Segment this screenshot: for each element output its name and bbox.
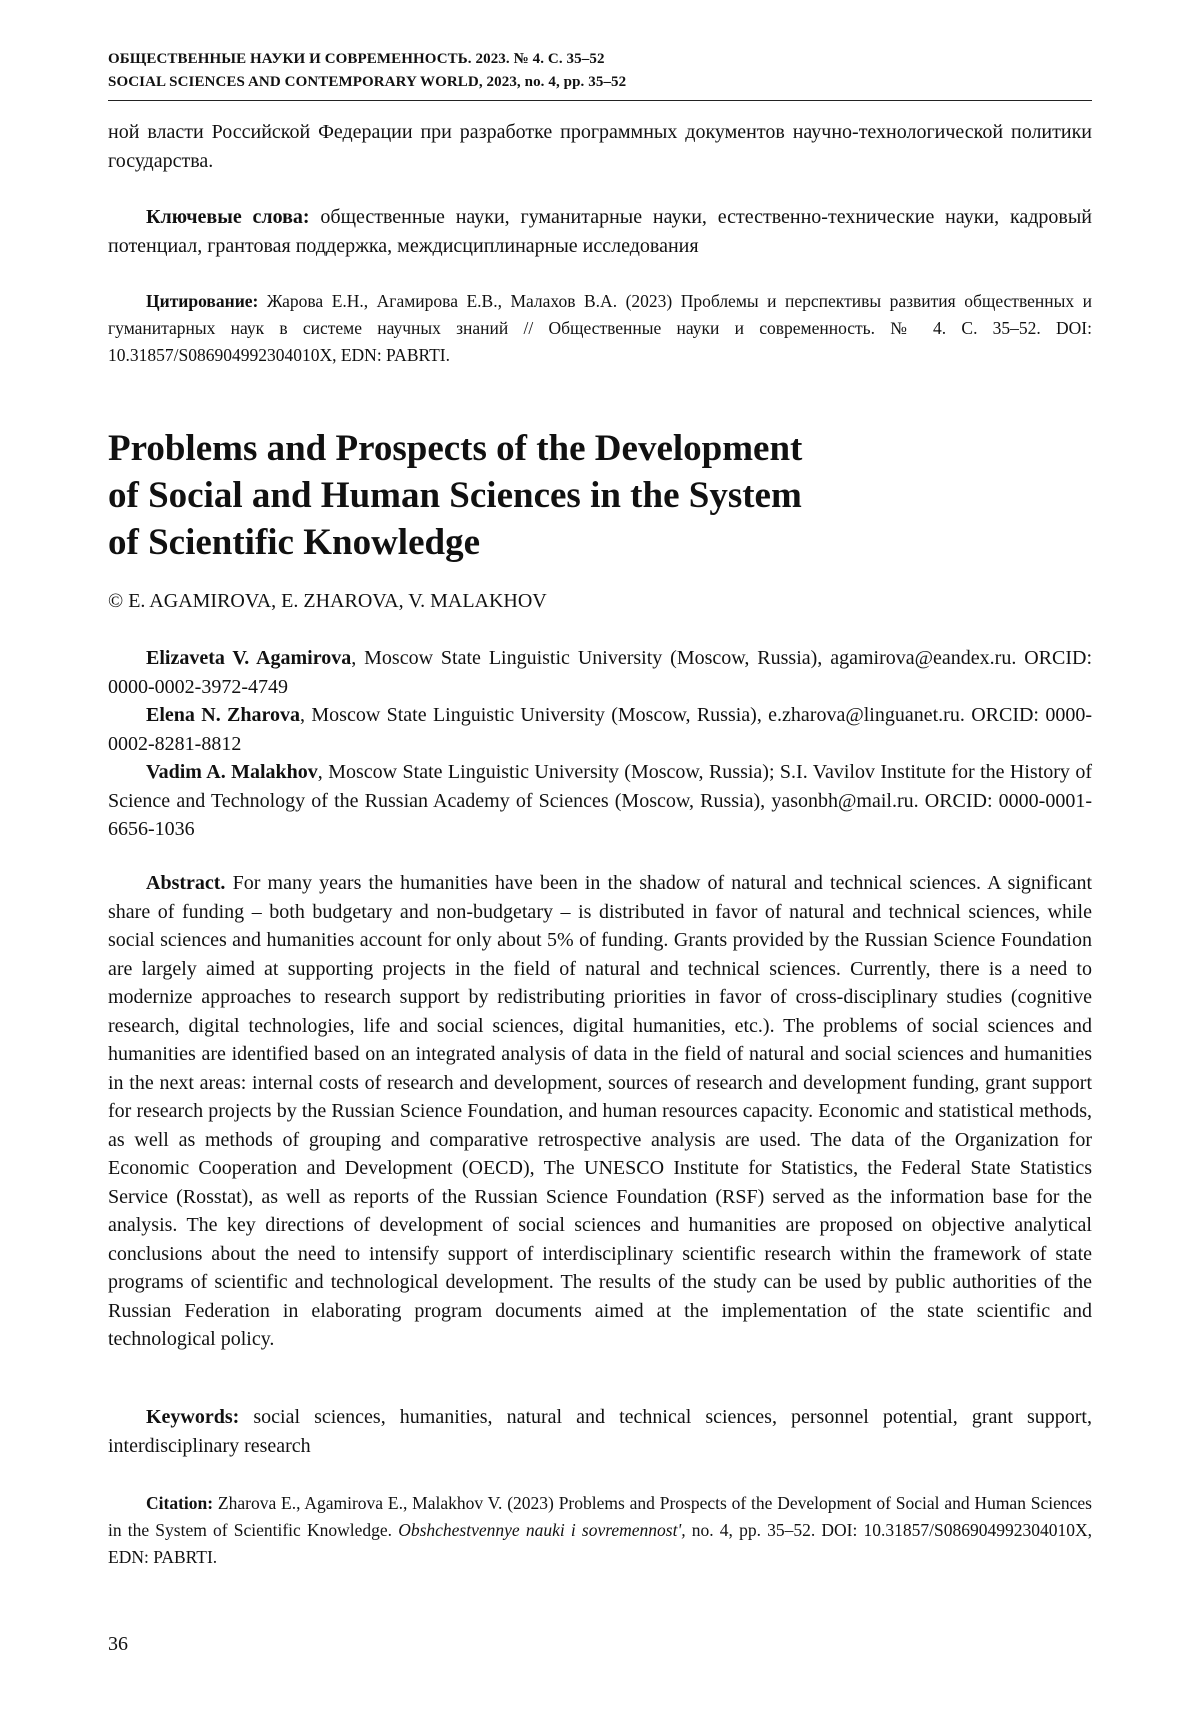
continuation-paragraph: ной власти Российской Федерации при разработке программных документов научно-технологической политики государства. [108, 121, 1092, 172]
abstract-text: For many years the humanities have been in the shadow of natural and technical sciences. A significant share of funding – both budgetary and non-budgetary – is distributed in favor of natural and technical sciences, while social sciences and humanities account for only about 5% of funding. Grants provided by the Russian Science Foundation are largely aimed at supporting projects in the field of natural and technical sciences. Currently, there is a need to modernize approaches to research support by redistributing priorities in favor of cross-disciplinary studies (cognitive research, digital technologies, life and social sciences, digital humanities, etc.). The problems of social sciences and humanities are identified based on an integrated analysis of data in the field of natural and social sciences and humanities in the next areas: internal costs of research and development, sources of research and development funding, grant support for research projects by the Russian Science Foundation, and human resources capacity. Economic and statistical methods, as well as methods of grouping and comparative retrospective analysis are used. The data of the Organization for Economic Cooperation and Development (OECD), The UNESCO Institute for Statistics, the Federal State Statistics Service (Rosstat), as well as reports of the Russian Science Foundation (RSF) served as the information base for the analysis. The key directions of development of social sciences and humanities are proposed on objective analytical conclusions about the need to intensify support of interdisciplinary scientific research within the framework of state programs of scientific and technological development. The results of the study can be used by public authorities of the Russian Federation in elaborating program documents aimed at the implementation of the state scientific and technological policy. [108, 872, 1092, 1350]
article-title [108, 425, 1092, 566]
authors-line: © E. AGAMIROVA, E. ZHAROVA, V. MALAKHOV [108, 590, 547, 612]
affiliation [108, 644, 1092, 701]
affiliation [108, 701, 1092, 758]
running-head-russian: ОБЩЕСТВЕННЫЕ НАУКИ И СОВРЕМЕННОСТЬ. 2023. № 4. С. 35–52 [108, 51, 605, 67]
affiliation-text: , Moscow State Linguistic University (Moscow, Russia); S.I. Vavilov Institute for the History of Science and Technology of the Russian Academy of Sciences (Moscow, Russia), yasonbh@mail.ru. ORCID: 0000-0001-6656-1036 [108, 761, 1092, 840]
abstract [108, 869, 1092, 1354]
citation-russian-text: Жарова Е.Н., Агамирова Е.В., Малахов В.А. (2023) Проблемы и перспективы развития общественных и гуманитарных наук в системе научных знаний // Общественные науки и современность. № 4. С. 35–52. DOI: 10.31857/S086904992304010X, EDN: PABRTI. [108, 291, 1092, 365]
title-line: of Scientific Knowledge [108, 522, 481, 563]
affiliation-text: , Moscow State Linguistic University (Moscow, Russia), agamirova@eandex.ru. ORCID: 0000-0002-3972-4749 [108, 647, 1092, 698]
author-name: Vadim A. Malakhov [146, 761, 318, 783]
author-name: Elizaveta V. Agamirova [146, 647, 352, 669]
citation-english-tail: no. 4, pp. 35–52. DOI: 10.31857/S086904992304010X, EDN: PABRTI. [108, 1520, 1093, 1567]
abstract-label: Abstract. [146, 872, 226, 894]
keywords-russian [108, 203, 1092, 260]
author-affiliations [108, 644, 1092, 844]
citation-russian [108, 288, 1092, 369]
journal-page [108, 0, 1092, 1710]
citation-english-text: Zharova E., Agamirova E., Malakhov V. (2023) Problems and Prospects of the Development of Social and Human Sciences in the System of Scientific Knowledge. [108, 1493, 1092, 1540]
citation-english [108, 1490, 1092, 1571]
header-rule [108, 100, 1092, 101]
keywords-english-label: Keywords: [146, 1406, 240, 1428]
citation-russian-label: Цитирование: [146, 291, 259, 311]
title-line: of Social and Human Sciences in the System [108, 475, 802, 516]
citation-journal-name: Obshchestvennye nauki i sovremennost', [398, 1520, 686, 1540]
title-line: Problems and Prospects of the Development [108, 428, 803, 469]
page-number: 36 [108, 1633, 128, 1655]
keywords-russian-label: Ключевые слова: [146, 206, 310, 228]
keywords-english [108, 1403, 1092, 1460]
running-head-english: SOCIAL SCIENCES AND CONTEMPORARY WORLD, 2023, no. 4, pp. 35–52 [108, 74, 627, 90]
keywords-english-text: social sciences, humanities, natural and technical sciences, personnel potential, grant support, interdisciplinary research [108, 1406, 1092, 1457]
running-head [108, 48, 1092, 101]
affiliation [108, 758, 1092, 844]
author-name: Elena N. Zharova [146, 704, 301, 726]
affiliation-text: , Moscow State Linguistic University (Moscow, Russia), e.zharova@linguanet.ru. ORCID: 0000-0002-8281-8812 [108, 704, 1092, 755]
keywords-russian-text: общественные науки, гуманитарные науки, естественно-технические науки, кадровый потенциал, грантовая поддержка, междисциплинарные исследования [108, 206, 1092, 257]
citation-english-label: Citation: [146, 1493, 214, 1513]
